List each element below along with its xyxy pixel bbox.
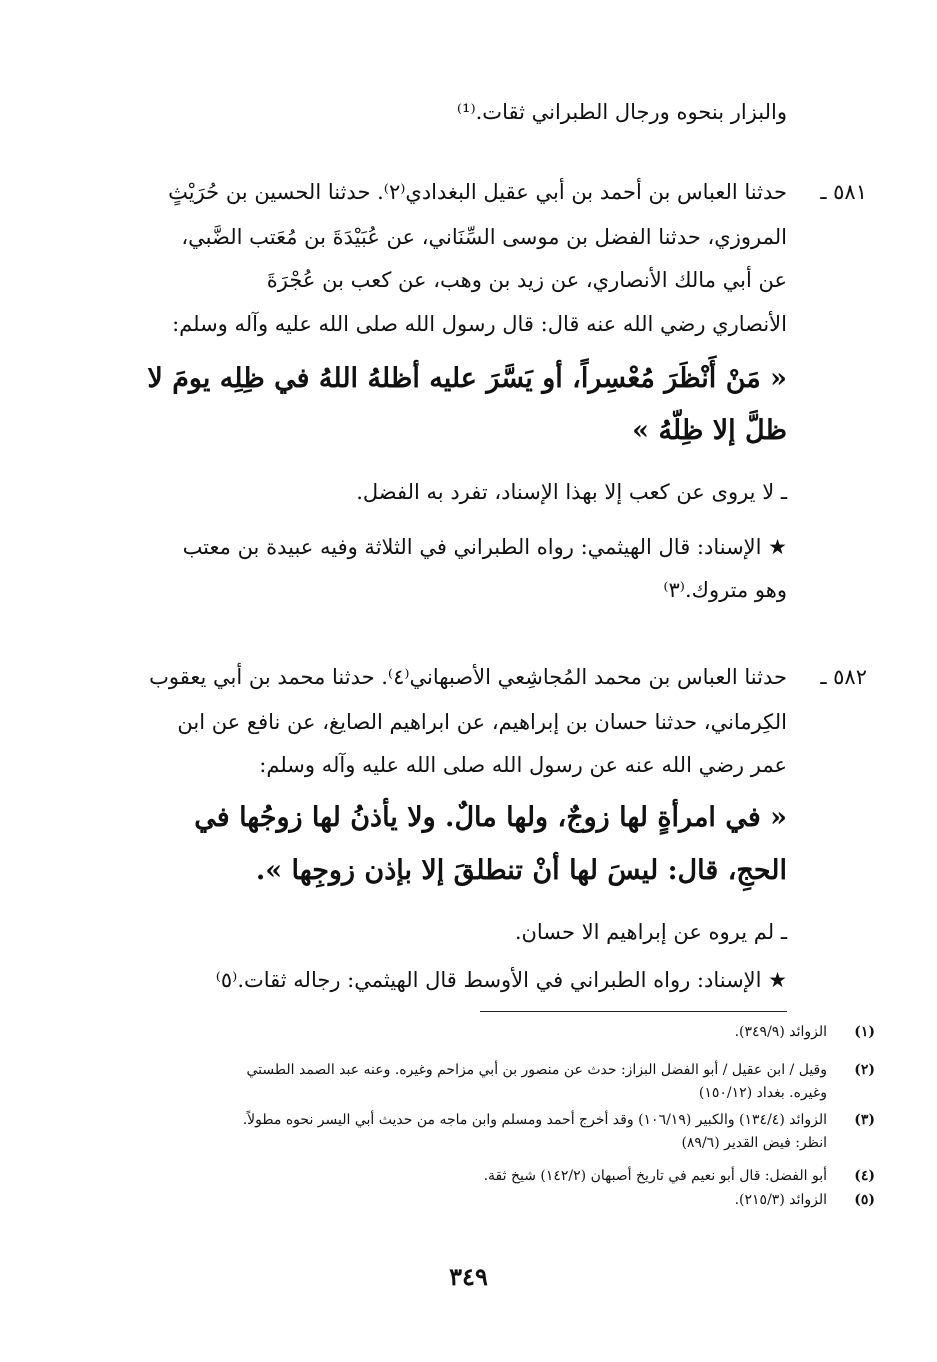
entry-581-line-4: الأنصاري رضي الله عنه قال: قال رسول الله صلى الله عليه وآله وسلم: [172,312,787,336]
entry-581-isnad-1: ★ الإسناد: قال الهيثمي: رواه الطبراني في الثلاثة وفيه عبيدة بن معتب [182,535,787,559]
entry-581-isnad-2: وهو متروك.⁽٣⁾ [663,578,787,602]
entry-582-note: ـ لم يروه عن إبراهيم الا حسان. [514,920,787,944]
entry-581-line-2: المروزي، حدثنا الفضل بن موسى السِّنَاني، عن عُبَيْدَةَ بن مُعَتب الضَّبي، [181,225,787,249]
footnote-number-2: (٢) [854,1062,875,1078]
footnote-number-1: (١) [854,1024,875,1040]
entry-582-line-1: حدثنا العباس بن محمد المُجاشِعي الأصبهاني⁽٤⁾. حدثنا محمد بن أبي يعقوب [149,665,787,689]
footnote-2-line-1: وقيل / ابن عقيل / أبو الفضل البزاز: حدث عن منصور بن أبي مزاحم وغيره. وعنه عبد الصمد الطستي [246,1062,827,1078]
footnote-number-5: (٥) [854,1192,875,1208]
footnote-separator [480,1011,787,1012]
hadith-582-line-1: « في امرأةٍ لها زوجٌ، ولها مالٌ. ولا يأذنُ لها زوجُها في [194,802,787,833]
entry-582-line-2: الكِرماني، حدثنا حسان بن إبراهيم، عن ابراهيم الصايغ، عن نافع عن ابن [177,710,787,734]
entry-number-581: ٥٨١ ـ [820,180,867,204]
entry-number-582: ٥٨٢ ـ [820,665,867,689]
page-number: ٣٤٩ [449,1262,488,1291]
hadith-581-line-1: « مَنْ أَنْظَرَ مُعْسِراً، أو يَسَّرَ عليه أظلهُ اللهُ في ظِلِه يومَ لا [147,363,787,394]
entry-581-line-1: حدثنا العباس بن أحمد بن أبي عقيل البغدادي⁽٢⁾. حدثنا الحسين بن حُرَيْثٍ [168,180,787,204]
entry-582-isnad: ★ الإسناد: رواه الطبراني في الأوسط قال الهيثمي: رجاله ثقات.⁽٥⁾ [215,968,787,992]
hadith-581-line-2: ظلَّ إلا ظِلّهُ » [632,415,787,446]
hadith-582-line-2: الحجِ، قال: ليسَ لها أنْ تنطلقَ إلا بإذن زوجِها ». [255,855,787,886]
entry-582-line-3: عمر رضي الله عنه عن رسول الله صلى الله عليه وآله وسلم: [259,753,787,777]
footnote-2-line-2: وغيره. بغداد (١٥٠/١٢) [698,1085,827,1101]
entry-581-line-3: عن أبي مالك الأنصاري، عن زيد بن وهب، عن كعب بن عُجْرَةَ [266,268,787,292]
entry-581-note: ـ لا يروى عن كعب إلا بهذا الإسناد، تفرد به الفضل. [356,480,787,504]
footnote-3-line-1: الزوائد (١٣٤/٤) والكبير (١٠٦/١٩) وقد أخرج أحمد ومسلم وابن ماجه من حديث أبي اليسر نحوه مطولاً. [242,1112,827,1128]
footnote-1-line-1: الزوائد (٣٤٩/٩). [734,1024,827,1040]
footnote-3-line-2: انظر: فيض القدير (٨٩/٦) [681,1135,827,1151]
continuation-line: والبزار بنحوه ورجال الطبراني ثقات.⁽¹⁾ [456,100,787,124]
footnote-4-line-1: أبو الفضل: قال أبو نعيم في تاريخ أصبهان (١٤٢/٢) شيخ ثقة. [483,1168,827,1184]
footnote-number-3: (٣) [854,1112,875,1128]
footnote-number-4: (٤) [854,1168,875,1184]
footnote-5-line-1: الزوائد (٢١٥/٣). [734,1192,827,1208]
